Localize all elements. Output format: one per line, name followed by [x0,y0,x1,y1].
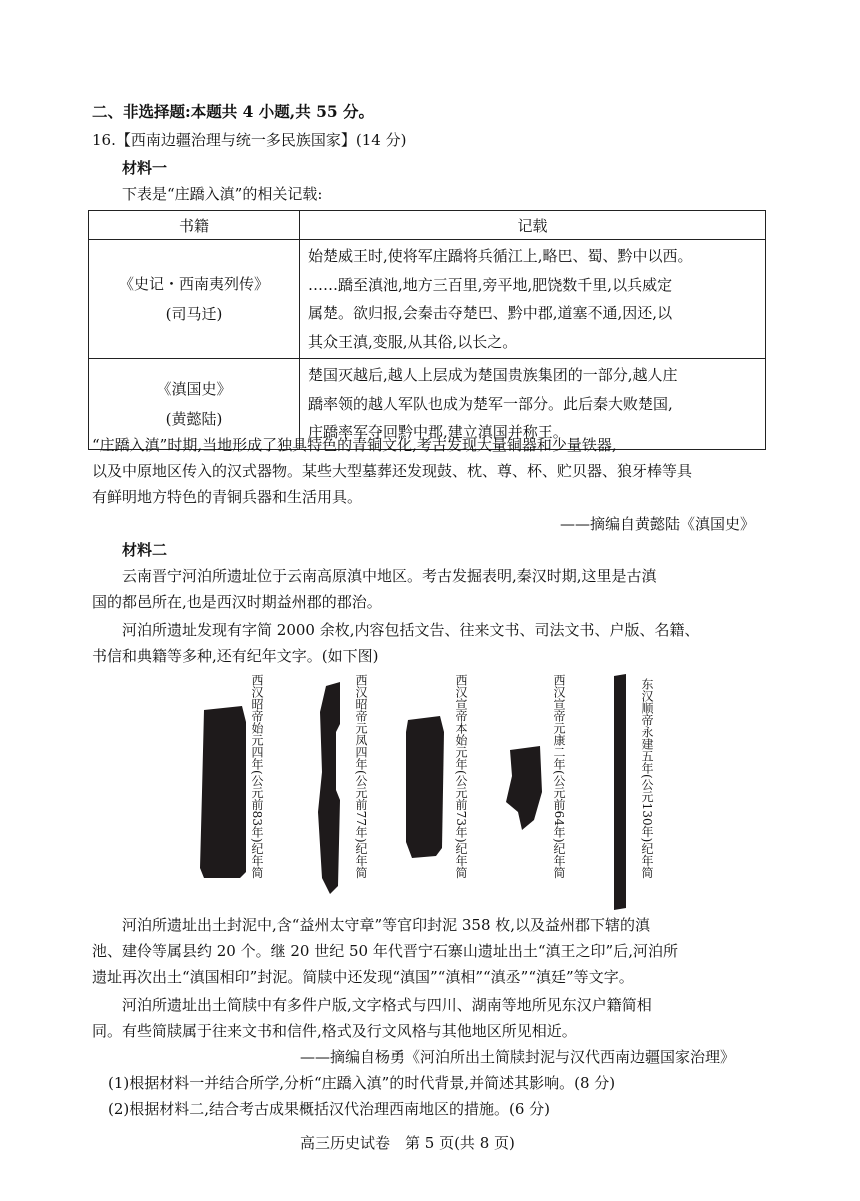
material2-paragraph-line: 河泊所遗址出土封泥中,含“益州太守章”等官印封泥 358 枚,以及益州郡下辖的滇 [122,916,651,934]
header-record: 记载 [300,211,766,240]
slip-caption: 东汉顺帝永建五年(公元130年)纪年简 [640,678,654,879]
question-title: 【西南边疆治理与统一多民族国家】(14 分) [115,131,407,149]
material2-paragraph-line: 云南晋宁河泊所遗址位于云南高原滇中地区。考古发掘表明,秦汉时期,这里是古滇 [122,567,657,585]
material1-paragraph-line: 有鲜明地方特色的青铜兵器和生活用具。 [92,488,363,506]
page-footer: 高三历史试卷 第 5 页(共 8 页) [300,1134,515,1152]
record-line: 楚国灭越后,越人上层成为楚国贵族集团的一部分,越人庄 [308,366,678,384]
bamboo-slip-3 [406,716,444,858]
bamboo-slip-1 [200,706,246,878]
material2-source: ——摘编自杨勇《河泊所出土简牍封泥与汉代西南边疆国家治理》 [300,1048,736,1066]
material1-paragraph-line: “庄蹻入滇”时期,当地形成了独具特色的青铜文化,考古发现大量铜器和少量铁器, [92,436,617,454]
section-title: 二、非选择题:本题共 4 小题,共 55 分。 [92,102,375,121]
record-line: 蹻率领的越人军队也成为楚军一部分。此后秦大败楚国, [308,394,673,413]
material2-heading: 材料二 [122,541,168,559]
record-line: 始楚威王时,使将军庄蹻将兵循江上,略巴、蜀、黔中以西。 [308,247,693,265]
record-line: 属楚。欲归报,会秦击夺楚巴、黔中郡,道塞不通,因还,以 [308,304,673,322]
record-line: ……蹻至滇池,地方三百里,旁平地,肥饶数千里,以兵威定 [308,275,673,294]
table-row [89,240,766,359]
material2-paragraph-line: 河泊所遗址出土简牍中有多件户版,文字格式与四川、湖南等地所见东汉户籍简相 [122,996,652,1014]
material2-paragraph-line: 书信和典籍等多种,还有纪年文字。(如下图) [92,647,379,665]
book-title: 《史记・西南夷列传》 [118,275,269,293]
material2-paragraph-line: 遗址再次出土“滇国相印”封泥。简牍中还发现“滇国”“滇相”“滇丞”“滇廷”等文字。 [92,968,634,986]
subquestion-2: (2)根据材料二,结合考古成果概括汉代治理西南地区的措施。(6 分) [108,1100,551,1118]
slip-caption: 西汉宣帝元康二年(公元前64年)纪年简 [552,674,566,879]
material1-paragraph-line: 以及中原地区传入的汉式器物。某些大型墓葬还发现鼓、枕、尊、杯、贮贝器、狼牙棒等具 [92,462,693,480]
material2-paragraph-line: 河泊所遗址发现有字简 2000 余枚,内容包括文告、往来文书、司法文书、户版、名籍、 [122,621,700,639]
material1-intro: 下表是“庄蹻入滇”的相关记载: [122,185,323,203]
question-number: 16. [92,131,116,149]
record-cell [300,240,766,359]
book-cell [89,240,300,359]
record-line: 庄蹻率军夺回黔中郡,建立滇国并称王。 [308,423,568,441]
material2-paragraph-line: 同。有些简牍属于往来文书和信件,格式及行文风格与其他地区所见相近。 [92,1022,577,1040]
question-header [92,130,406,150]
subquestion-1: (1)根据材料一并结合所学,分析“庄蹻入滇”的时代背景,并简述其影响。(8 分) [108,1074,616,1092]
material2-paragraph-line: 池、建伶等属县约 20 个。继 20 世纪 50 年代晋宁石寨山遗址出土“滇王之印”后,河泊所 [92,942,678,960]
header-book: 书籍 [89,211,300,240]
bamboo-slip-4 [506,746,542,830]
material1-heading: 材料一 [122,159,168,177]
bamboo-slips-figure [190,672,670,912]
bamboo-slip-5 [614,674,626,910]
slip-caption: 西汉宣帝本始元年(公元前73年)纪年简 [454,674,468,879]
book-author: (黄懿陆) [165,409,223,428]
book-title: 《滇国史》 [156,379,232,398]
slip-caption: 西汉昭帝始元四年(公元前83年)纪年简 [250,674,264,879]
slip-caption: 西汉昭帝元凤四年(公元前77年)纪年简 [354,674,368,879]
material1-source: ——摘编自黄懿陆《滇国史》 [560,515,756,533]
record-line: 其众王滇,变服,从其俗,以长之。 [308,332,518,351]
material2-paragraph-line: 国的都邑所在,也是西汉时期益州郡的郡治。 [92,593,382,611]
records-table [88,210,766,450]
table-header-row [89,211,766,240]
book-author: (司马迁) [165,305,223,323]
bamboo-slip-2 [318,682,340,894]
